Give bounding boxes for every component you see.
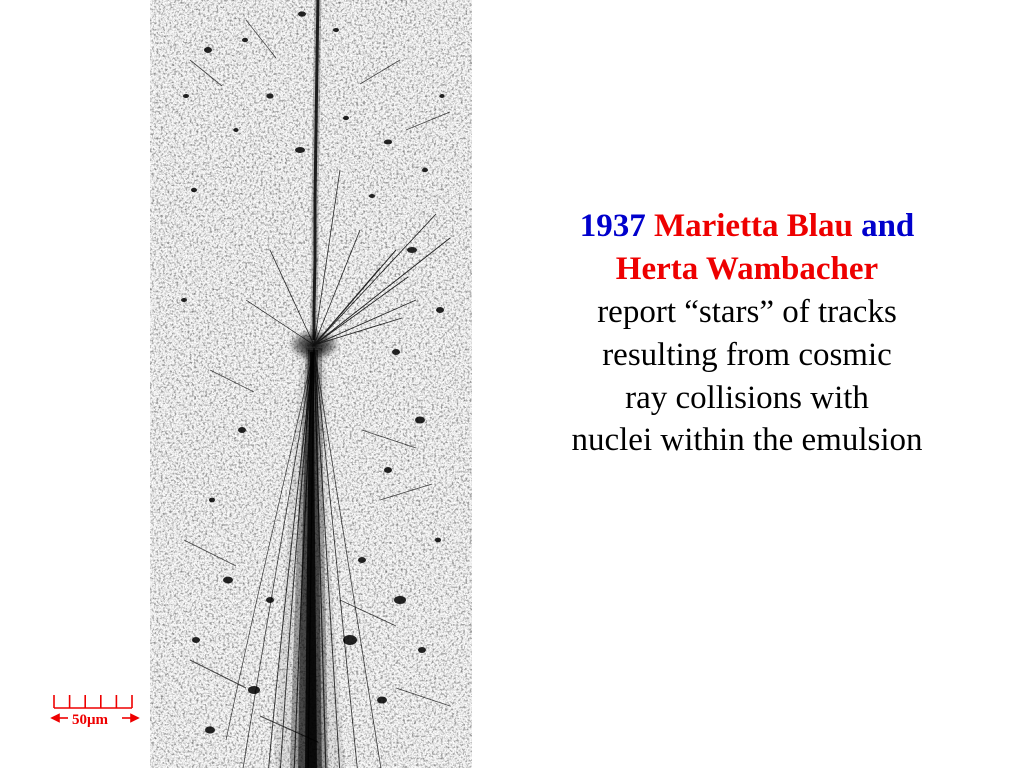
caption-line-4: resulting from cosmic: [602, 336, 892, 373]
scale-bar-label: 50μm: [72, 712, 108, 728]
caption-line-5: ray collisions with: [625, 379, 869, 416]
caption-year: 1937: [579, 208, 646, 244]
caption-line-3: report “stars” of tracks: [597, 293, 897, 330]
emulsion-image: [150, 0, 472, 768]
emulsion-photograph: [150, 0, 472, 768]
caption-name-wambacher: Herta Wambacher: [615, 250, 879, 287]
caption-line-2: [492, 248, 1002, 291]
caption-text-block: [492, 205, 1002, 462]
caption-line-6: nuclei within the emulsion: [571, 422, 923, 459]
caption-conjunction: and: [861, 208, 915, 244]
scale-bar: [50, 692, 145, 737]
caption-line-1: [492, 205, 1002, 248]
caption-name-blau: Marietta Blau: [653, 208, 853, 244]
